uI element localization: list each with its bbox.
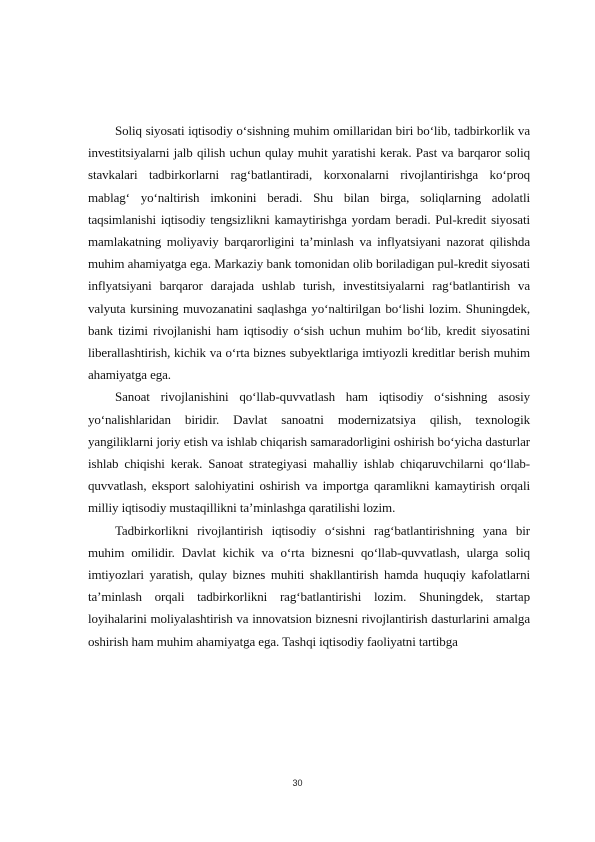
paragraph-tax-policy: Soliq siyosati iqtisodiy o‘sishning muhim omillaridan biri bo‘lib, tadbirkorlik va investitsiyalarni jalb qilish uchun qulay muhit yaratishi kerak. Past va barqaror soliq stavkalari tadbirkorlarni rag‘batlantiradi, korxonalarni rivojlantirishga ko‘proq mablag‘ yo‘naltirish imkonini beradi. Shu bilan birga, soliqlarning adolatli taqsimlanishi iqtisodiy tengsizlikni kamaytirishga yordam beradi. Pul-kredit siyosati mamlakatning moliyaviy barqarorligini ta’minlash va inflyatsiyani nazorat qilishda muhim ahamiyatga ega. Markaziy bank tomonidan olib boriladigan pul-kredit siyosati inflyatsiyani barqaror darajada ushlab turish, investitsiyalarni rag‘batlantirish va valyuta kursining muvozanatini saqlashga yo‘naltirilgan bo‘lishi lozim. Shuningdek, bank tizimi rivojlanishi ham iqtisodiy o‘sish uchun muhim bo‘lib, kredit siyosatini liberallashtirish, kichik va o‘rta biznes subyektlariga imtiyozli kreditlar berish muhim ahamiyatga ega.: [88, 123, 530, 383]
paragraph-industry-support: Sanoat rivojlanishini qo‘llab-quvvatlash ham iqtisodiy o‘sishning asosiy yo‘nalishlaridan biridir. Davlat sanoatni modernizatsiya qilish, texnologik yangiliklarni joriy etish va ishlab chiqarish samaradorligini oshirish bo‘yicha dasturlar ishlab chiqishi kerak. Sanoat strategiyasi mahalliy ishlab chiqaruvchilarni qo‘llab-quvvatlash, eksport salohiyatini oshirish va importga qaramlikni kamaytirish orqali milliy iqtisodiy mustaqillikni ta’minlashga qaratilishi lozim.: [88, 389, 530, 516]
paragraph-entrepreneurship: Tadbirkorlikni rivojlantirish iqtisodiy o‘sishni rag‘batlantirishning yana bir muhim omilidir. Davlat kichik va o‘rta biznesni qo‘llab-quvvatlash, ularga soliq imtiyozlari yaratish, qulay biznes muhiti shakllantirish hamda huquqiy kafolatlarni ta’minlash orqali tadbirkorlikni rag‘batlantirishi lozim. Shuningdek, startap loyihalarini moliyalashtirish va innovatsion biznesni rivojlantirish dasturlarini amalga oshirish ham muhim ahamiyatga ega. Tashqi iqtisodiy faoliyatni tartibga: [88, 522, 530, 649]
page-body: [88, 120, 530, 653]
page-number: 30: [292, 778, 303, 788]
